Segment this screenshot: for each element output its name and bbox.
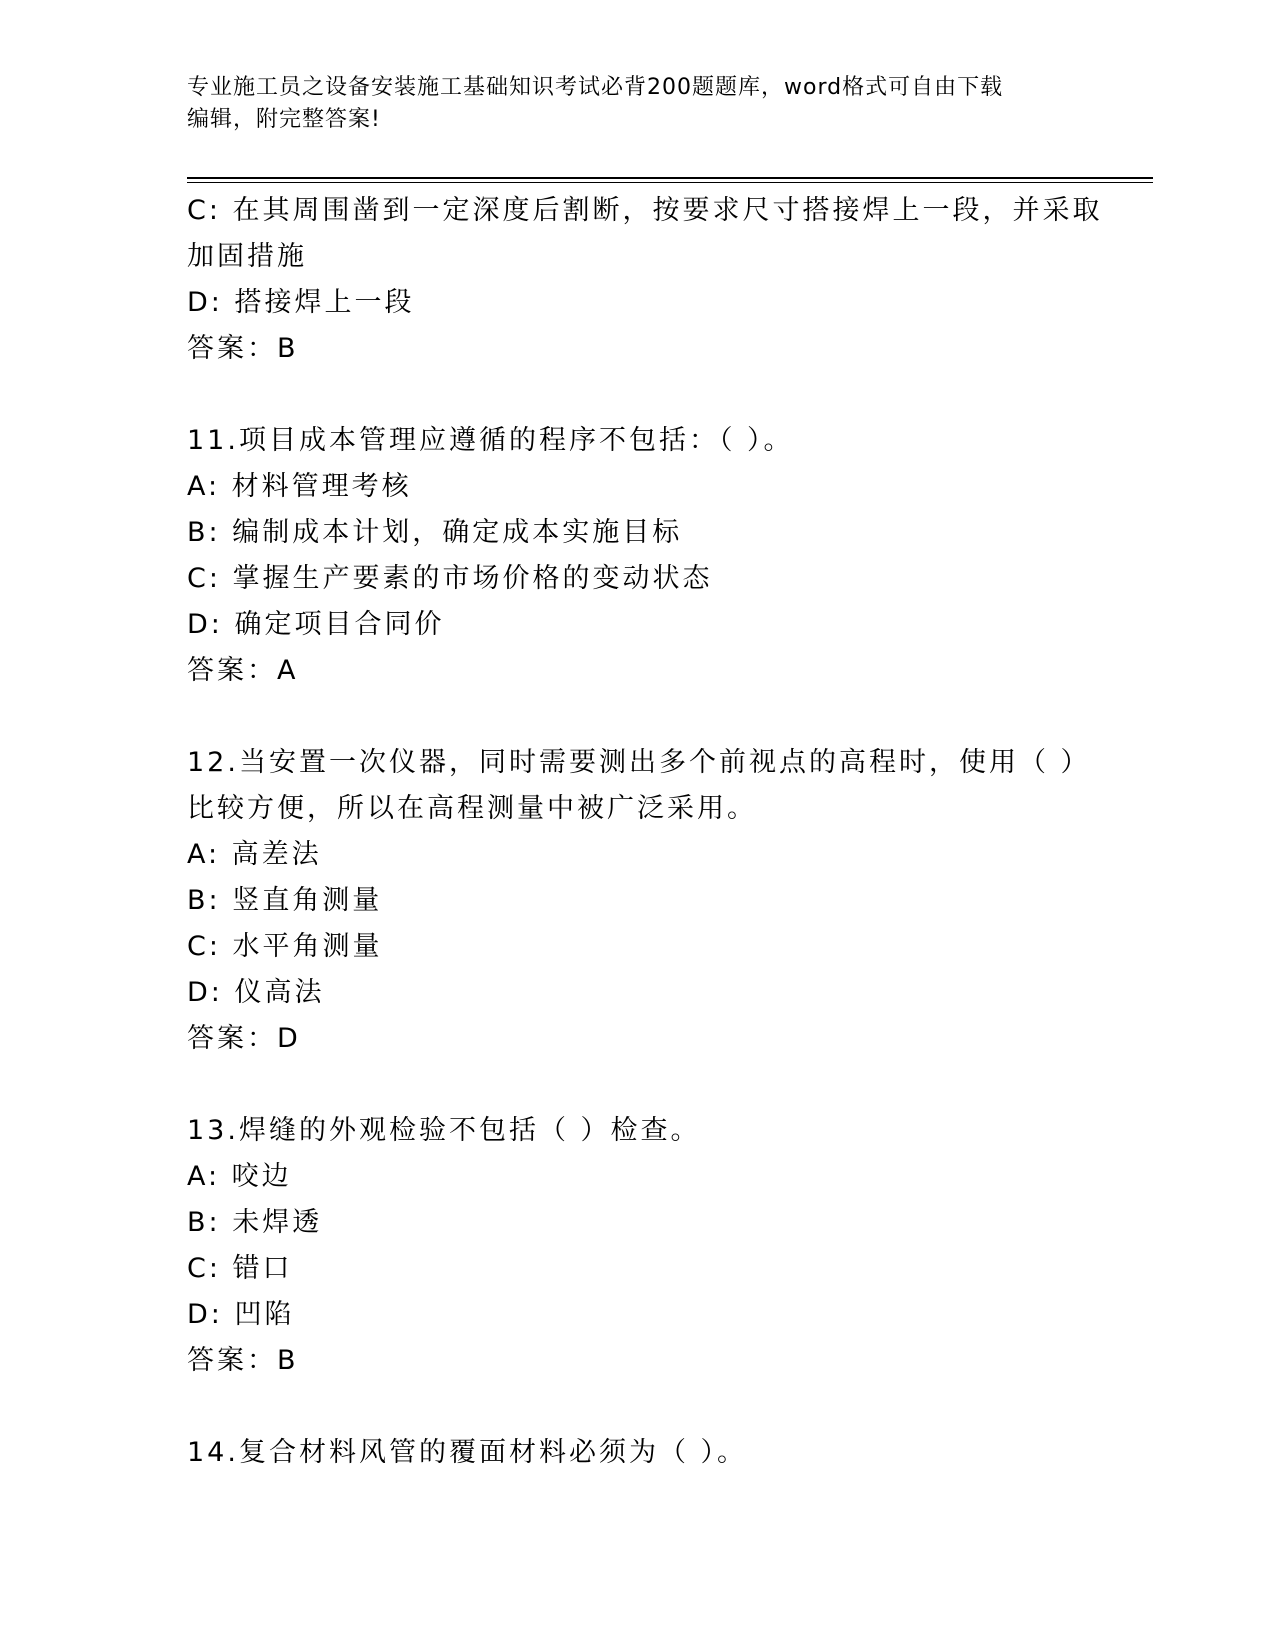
option-c: C: 掌握生产要素的市场价格的变动状态 bbox=[187, 563, 713, 594]
option-c-continued: 加固措施 bbox=[187, 241, 307, 272]
option-a: A: 咬边 bbox=[187, 1161, 292, 1192]
document-header bbox=[187, 72, 1067, 136]
option-c: C: 水平角测量 bbox=[187, 931, 383, 962]
question-stem: 11.项目成本管理应遵循的程序不包括：（ ）。 bbox=[187, 425, 794, 456]
header-rule-thick bbox=[187, 177, 1153, 179]
option-c: C: 在其周围凿到一定深度后割断，按要求尺寸搭接焊上一段，并采取 bbox=[187, 195, 1103, 226]
option-d: D: 仪高法 bbox=[187, 977, 325, 1008]
header-line-1: 专业施工员之设备安装施工基础知识考试必背200题题库，word格式可自由下载 bbox=[187, 75, 1004, 100]
answer: 答案：B bbox=[187, 333, 299, 364]
answer: 答案：A bbox=[187, 655, 299, 686]
option-c: C: 错口 bbox=[187, 1253, 293, 1284]
option-a: A: 材料管理考核 bbox=[187, 471, 412, 502]
question-13 bbox=[187, 1108, 1087, 1384]
option-b: B: 竖直角测量 bbox=[187, 885, 383, 916]
document-body bbox=[187, 188, 1103, 1476]
question-stem: 12.当安置一次仪器，同时需要测出多个前视点的高程时，使用（ ） bbox=[187, 747, 1091, 778]
option-d: D: 确定项目合同价 bbox=[187, 609, 445, 640]
question-14 bbox=[187, 1430, 1087, 1476]
header-line-2: 编辑，附完整答案! bbox=[187, 107, 381, 132]
answer: 答案：B bbox=[187, 1345, 299, 1376]
option-d: D: 搭接焊上一段 bbox=[187, 287, 415, 318]
question-stem: 13.焊缝的外观检验不包括（ ）检查。 bbox=[187, 1115, 701, 1146]
option-b: B: 未焊透 bbox=[187, 1207, 323, 1238]
question-12 bbox=[187, 740, 1091, 1062]
question-stem: 14.复合材料风管的覆面材料必须为（ ）。 bbox=[187, 1437, 748, 1468]
question-11 bbox=[187, 418, 1087, 694]
answer: 答案：D bbox=[187, 1023, 301, 1054]
question-stem-continued: 比较方便，所以在高程测量中被广泛采用。 bbox=[187, 793, 757, 824]
header-rule-thin bbox=[187, 182, 1153, 183]
option-d: D: 凹陷 bbox=[187, 1299, 295, 1330]
option-b: B: 编制成本计划，确定成本实施目标 bbox=[187, 517, 683, 548]
previous-question-tail bbox=[187, 188, 1103, 372]
option-a: A: 高差法 bbox=[187, 839, 322, 870]
